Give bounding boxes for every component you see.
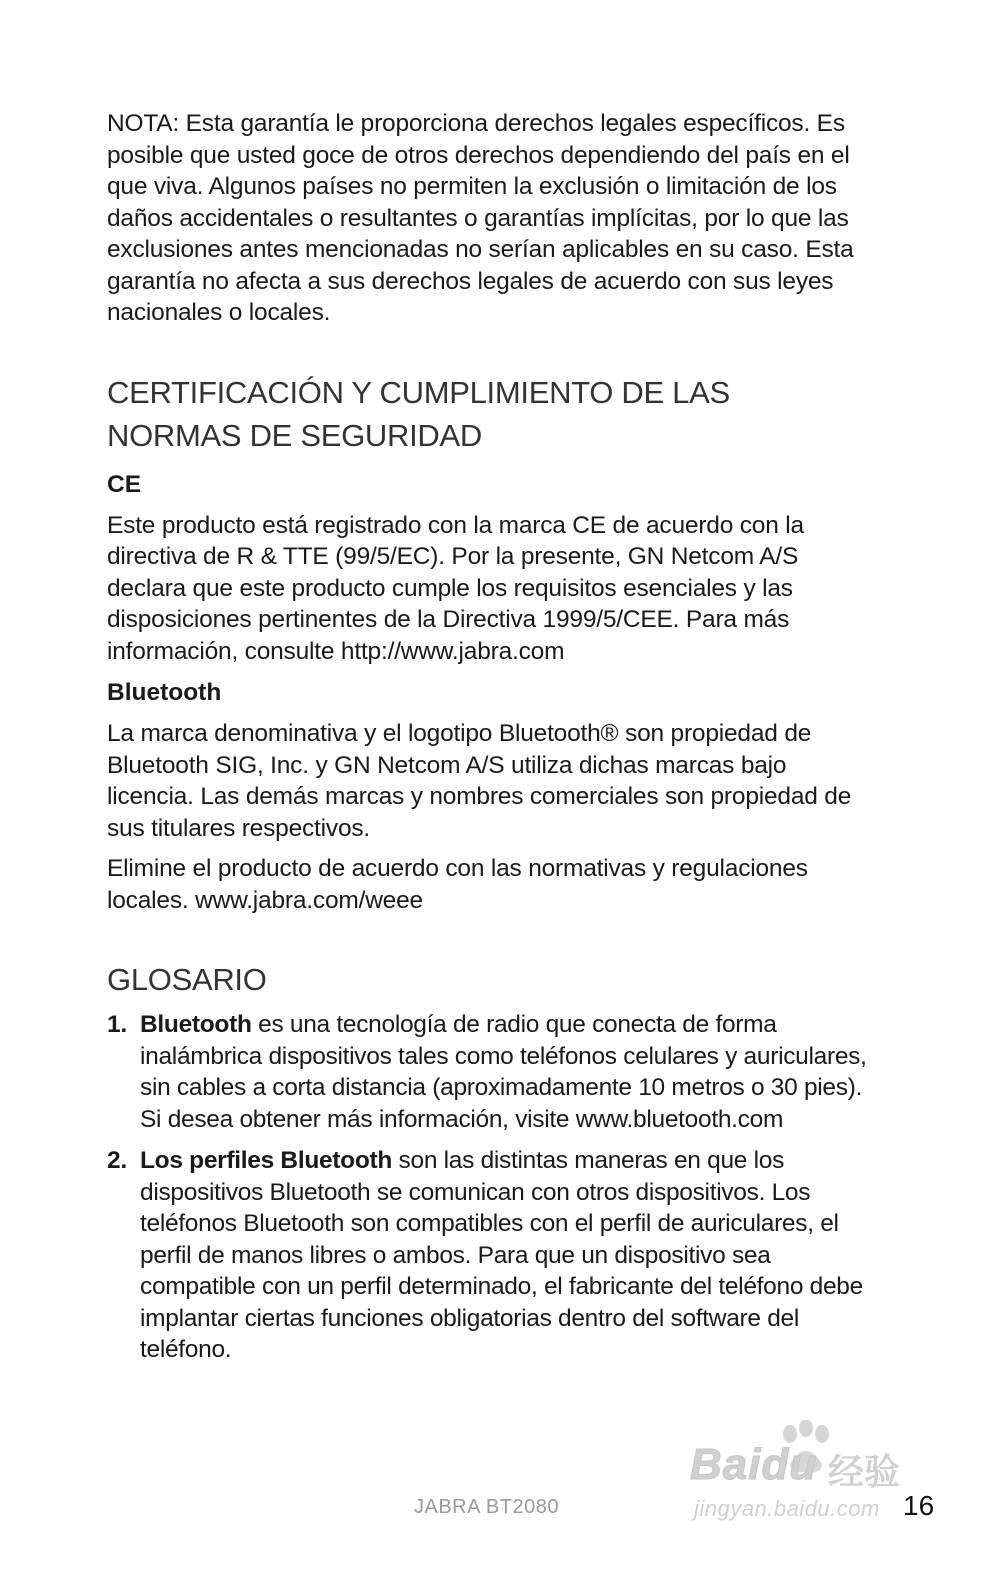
- glossary-section-title: GLOSARIO: [107, 962, 267, 997]
- certification-section-title: CERTIFICACIÓN Y CUMPLIMIENTO DE LAS NORMAS DE SEGURIDAD: [107, 374, 730, 453]
- watermark-chinese: 经验: [828, 1452, 901, 1493]
- watermark-url: jingyan.baidu.com: [694, 1496, 880, 1521]
- glossary-item: [107, 1145, 877, 1366]
- baidu-watermark: [690, 1420, 920, 1530]
- manual-page: [107, 108, 877, 1366]
- glossary-item-term: Bluetooth: [140, 1011, 252, 1038]
- ce-heading: CE: [107, 470, 142, 498]
- glossary-item-text: son las distintas maneras en que los dispositivos Bluetooth se comunican con otros dispositivos. Los teléfonos Bluetooth son compatibles con el perfil de auriculares, el perfil de manos libres o ambos. Para que un dispositivo sea compatible con un perfil determinado, el fabricante del teléfono debe implantar ciertas funciones obligatorias dentro del software del teléfono.: [140, 1147, 863, 1363]
- warranty-note-paragraph: NOTA: Esta garantía le proporciona derechos legales específicos. Es posible que usted goce de otros derechos dependiendo del país en el que viva. Algunos países no permiten la exclusión o limitación de los daños accidentales o resultantes o garantías implícitas, por lo que las exclusiones antes mencionadas no serían aplicables en su caso. Esta garantía no afecta a sus derechos legales de acuerdo con sus leyes nacionales o locales.: [107, 110, 854, 326]
- glossary-item-text: es una tecnología de radio que conecta de forma inalámbrica dispositivos tales como teléfonos celulares y auriculares, sin cables a corta distancia (aproximadamente 10 metros o 30 pies). Si desea obtener más información, visite www.bluetooth.com: [140, 1011, 867, 1133]
- glossary-item-number: 1.: [107, 1011, 127, 1038]
- glossary-item-term: Los perfiles Bluetooth: [140, 1147, 393, 1174]
- glossary-item: [107, 1009, 877, 1135]
- watermark-brand: Baidu: [690, 1440, 818, 1489]
- glossary-list: [107, 1009, 877, 1366]
- bluetooth-trademark-paragraph: La marca denominativa y el logotipo Bluetooth® son propiedad de Bluetooth SIG, Inc. y GN Netcom A/S utiliza dichas marcas bajo licencia. Las demás marcas y nombres comerciales son propiedad de sus titulares respectivos.: [107, 720, 852, 842]
- page-number: 16: [903, 1490, 935, 1521]
- bluetooth-heading: Bluetooth: [107, 679, 222, 706]
- disposal-paragraph: Elimine el producto de acuerdo con las normativas y regulaciones locales. www.jabra.com/weee: [107, 855, 808, 914]
- footer-model-name: JABRA BT2080: [414, 1496, 559, 1518]
- ce-paragraph: Este producto está registrado con la marca CE de acuerdo con la directiva de R & TTE (99/5/EC). Por la presente, GN Netcom A/S declara que este producto cumple los requisitos esenciales y las disposiciones pertinentes de la Directiva 1999/5/CEE. Para más información, consulte http://www.jabra.com: [107, 511, 804, 665]
- glossary-item-number: 2.: [107, 1147, 127, 1174]
